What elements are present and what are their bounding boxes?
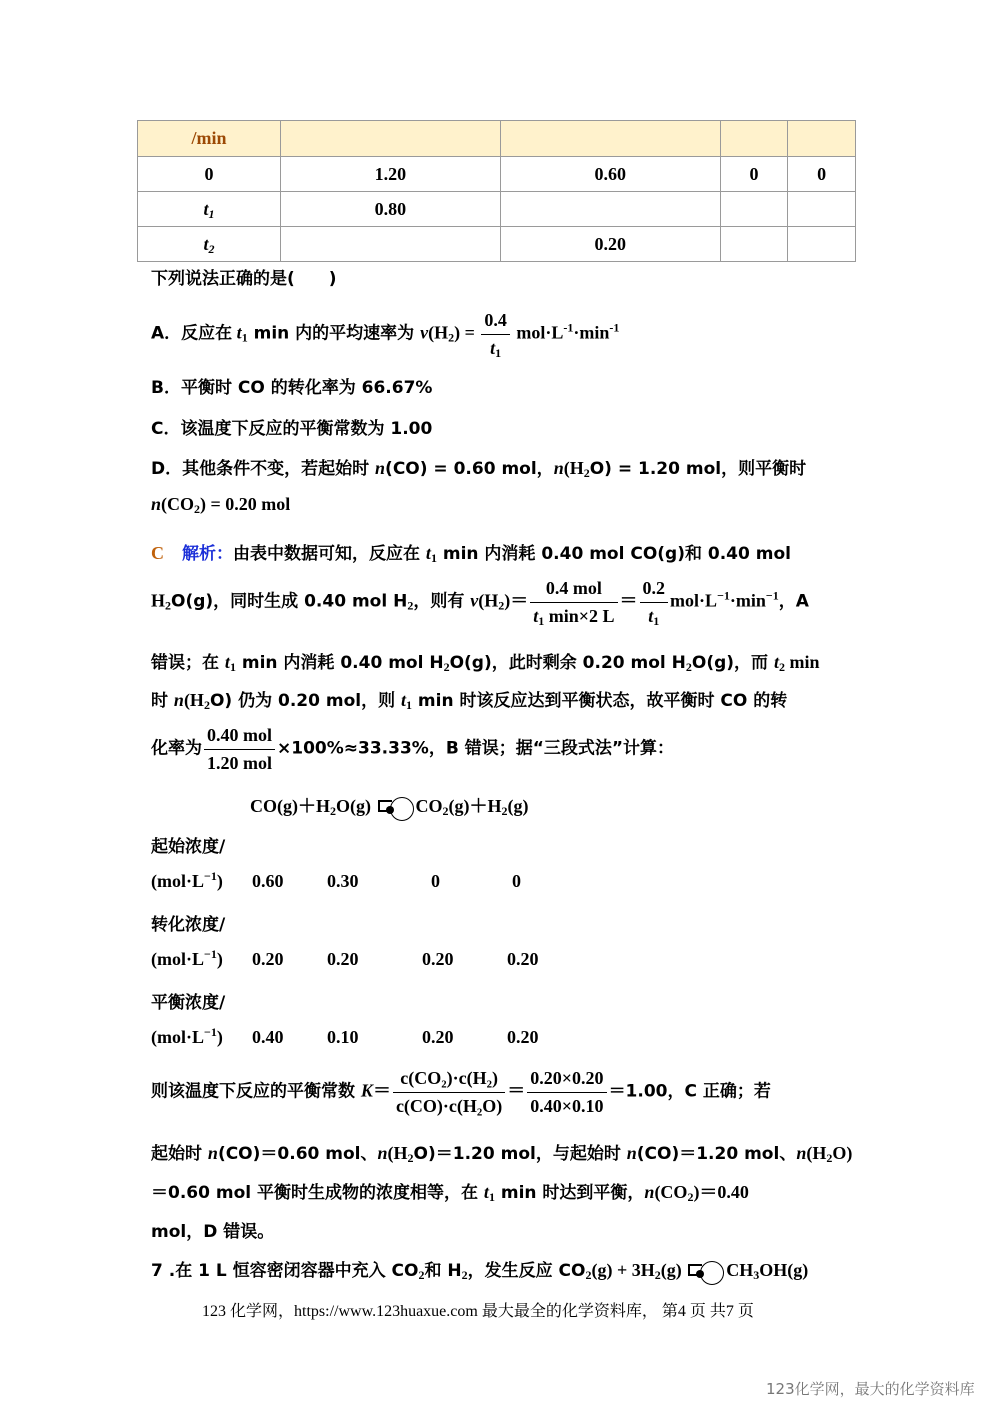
subscript: 2 — [165, 598, 172, 613]
subscript: 1 — [495, 346, 502, 360]
fraction — [530, 578, 617, 627]
text: )＝0.40 — [693, 1182, 749, 1202]
text: ＝0.60 mol 平衡时生成物的浓度相等，在 — [151, 1183, 484, 1203]
unit: mol·L — [516, 322, 564, 343]
equilibrium-constant-line — [151, 1068, 771, 1117]
fraction — [527, 1068, 606, 1117]
fraction — [204, 725, 275, 774]
var-n: n — [377, 1143, 388, 1163]
text: ＝ — [619, 590, 638, 611]
table-cell — [788, 227, 856, 262]
var-t: t — [236, 322, 242, 343]
var-t: t — [483, 1182, 489, 1202]
watermark: 123化学网，最大的化学资料库 — [766, 1380, 975, 1398]
stage-value: 0 — [512, 871, 521, 891]
table-row — [138, 157, 856, 192]
text: ) — [216, 1027, 223, 1047]
superscript: -1 — [563, 320, 574, 335]
stage-value: 0.60 — [252, 871, 284, 891]
option-b: B．平衡时 CO 的转化率为 66.67% — [151, 378, 433, 398]
subscript: 2 — [585, 1268, 592, 1282]
denominator: 0.40×0.10 — [530, 1096, 604, 1116]
numerator: 0.40 mol — [204, 725, 275, 750]
table-cell: 0 — [720, 157, 788, 192]
subscript: 2 — [498, 598, 505, 613]
unit: mol·L — [670, 590, 718, 611]
subscript: 2 — [685, 660, 692, 674]
text: (H — [428, 322, 449, 343]
numerator: 0.2 — [640, 578, 669, 603]
analysis-line-8 — [151, 1178, 749, 1204]
text: 由表中数据可知，反应在 — [233, 544, 426, 564]
next-question — [151, 1256, 808, 1283]
table-cell-time — [138, 227, 281, 262]
stage-value: 0.20 — [327, 949, 359, 969]
table-cell: 0 — [788, 157, 856, 192]
stage-row — [151, 949, 223, 970]
time-subscript: 2 — [208, 241, 215, 256]
stage-value: 0.20 — [507, 949, 539, 969]
subscript: 2 — [203, 698, 210, 712]
var-t: t — [533, 606, 539, 626]
table-cell — [720, 192, 788, 227]
text: ＝ — [507, 1080, 526, 1101]
var-n: n — [151, 494, 162, 514]
fraction — [640, 578, 669, 627]
text: CO — [415, 796, 443, 816]
fraction — [393, 1068, 505, 1117]
text: (H — [387, 1143, 408, 1163]
superscript: −1 — [204, 947, 217, 961]
text: min — [784, 652, 820, 672]
subscript: 1 — [653, 614, 660, 628]
subscript: 2 — [442, 804, 449, 818]
subscript: 2 — [687, 1190, 694, 1204]
text: (CO)＝0.60 mol、 — [217, 1144, 378, 1164]
analysis-line-5 — [151, 725, 674, 774]
answer-letter: C — [151, 543, 164, 563]
text: 化率为 — [151, 738, 202, 759]
text: (g) — [660, 1260, 682, 1280]
analysis-line-1 — [151, 539, 791, 564]
stage-row — [151, 1027, 223, 1048]
subscript: 2 — [448, 330, 455, 345]
fraction — [481, 310, 510, 359]
text: 错误；在 — [151, 653, 225, 673]
text: O(g)，同时生成 0.40 mol H — [171, 591, 408, 612]
text: 和 H — [424, 1261, 462, 1281]
header-cell — [281, 121, 501, 157]
text: (g) — [507, 796, 529, 816]
text: O(g) — [336, 796, 371, 816]
analysis-line-3 — [151, 648, 820, 673]
denominator — [481, 335, 510, 359]
text: min 内消耗 0.40 mol H — [235, 653, 444, 673]
subscript: 1 — [538, 614, 545, 628]
table-cell: 1.20 — [281, 157, 501, 192]
time-symbol: t — [203, 198, 209, 219]
denominator — [530, 603, 617, 627]
var-n: n — [207, 1143, 218, 1163]
superscript: −1 — [204, 1025, 217, 1039]
subscript: 2 — [407, 598, 414, 613]
text: O)＝1.20 mol，与起始时 — [413, 1144, 627, 1164]
superscript: −1 — [765, 588, 779, 603]
text: ×100%≈33.33%，B 错误；据“三段式法”计算： — [277, 738, 675, 759]
table-cell — [281, 227, 501, 262]
superscript: -1 — [609, 320, 620, 335]
stage-value: 0.10 — [327, 1027, 359, 1047]
var-t: t — [490, 338, 496, 358]
subscript: 2 — [443, 660, 450, 674]
var-n: n — [375, 458, 386, 478]
stage-value: 0.20 — [422, 949, 454, 969]
text: 则该温度下反应的平衡常数 — [151, 1081, 361, 1102]
text: (H — [563, 458, 584, 478]
stage-value: 0 — [431, 871, 440, 891]
option-c: C．该温度下反应的平衡常数为 1.00 — [151, 419, 433, 439]
text: (g)＋H — [448, 796, 502, 816]
denominator: c(CO)·c(H₂O) — [395, 1096, 503, 1116]
text: ) — [216, 871, 223, 891]
table-header-row — [138, 121, 856, 157]
header-cell — [720, 121, 788, 157]
subscript: 2 — [583, 466, 590, 480]
var-t: t — [224, 652, 230, 672]
option-d — [151, 454, 806, 479]
var-t: t — [425, 543, 431, 563]
unit: ·min — [573, 322, 610, 343]
text: ) = — [454, 322, 480, 343]
subscript: 2 — [778, 660, 785, 674]
stage-value: 0.30 — [327, 871, 359, 891]
text: (g) + 3H — [591, 1260, 655, 1280]
text: min 内消耗 0.40 mol CO(g)和 0.40 mol — [436, 544, 791, 564]
subscript: 2 — [407, 1151, 414, 1165]
denominator: 1.20 mol — [207, 753, 272, 773]
var-v: v — [420, 322, 429, 343]
unit: (mol·L — [151, 949, 204, 969]
subscript: 1 — [229, 660, 236, 674]
text: OH(g) — [759, 1260, 809, 1280]
superscript: −1 — [204, 869, 217, 883]
var-n: n — [173, 690, 184, 710]
text: ) = 0.20 mol — [200, 494, 291, 514]
table-cell-time — [138, 192, 281, 227]
text: (H — [478, 590, 499, 611]
numerator: 0.20×0.20 — [527, 1068, 606, 1093]
analysis-label: 解析： — [182, 544, 233, 564]
data-table — [137, 120, 856, 262]
text: O) = 1.20 mol，则平衡时 — [589, 459, 807, 479]
table-cell: 0.80 — [281, 192, 501, 227]
subscript: 2 — [826, 1151, 833, 1165]
text: 时 — [151, 691, 174, 711]
text: O(g)，而 — [691, 653, 774, 673]
var-t: t — [648, 606, 654, 626]
numerator: c(CO₂)·c(H₂) — [393, 1068, 505, 1093]
stage-label: 平衡浓度/ — [151, 993, 226, 1013]
table-cell — [720, 227, 788, 262]
text: (CO)＝1.20 mol、 — [636, 1144, 797, 1164]
stage-value: 0.20 — [422, 1027, 454, 1047]
subscript: 2 — [501, 804, 508, 818]
denominator — [640, 603, 669, 627]
text: )＝ — [504, 590, 529, 611]
subscript: 3 — [753, 1268, 760, 1282]
text: min 时该反应达到平衡状态，故平衡时 CO 的转 — [412, 691, 788, 711]
header-cell — [500, 121, 720, 157]
stage-label: 起始浓度/ — [151, 837, 226, 857]
text: min×2 L — [544, 606, 615, 626]
table-cell — [788, 192, 856, 227]
reaction-equation — [250, 792, 529, 819]
stage-label: 转化浓度/ — [151, 915, 226, 935]
analysis-line-9: mol，D 错误。 — [151, 1222, 275, 1242]
subscript: 2 — [461, 1268, 468, 1282]
text: (H — [183, 690, 204, 710]
table-row — [138, 227, 856, 262]
text: (CO — [654, 1182, 688, 1202]
var-n: n — [796, 1143, 807, 1163]
text: CO(g)＋H — [250, 796, 330, 816]
option-a-text: A．反应在 — [151, 323, 233, 344]
subscript: 1 — [241, 330, 248, 345]
table-cell: 0.20 — [500, 227, 720, 262]
subscript: 2 — [654, 1268, 661, 1282]
text: O) — [832, 1143, 853, 1163]
numerator: 0.4 — [481, 310, 510, 335]
text: 7 .在 1 L 恒容密闭容器中充入 CO — [151, 1261, 419, 1281]
var-v: v — [470, 590, 479, 611]
text: 起始时 — [151, 1144, 208, 1164]
var-k: K — [360, 1080, 373, 1101]
question-stem: 下列说法正确的是( ) — [151, 269, 337, 289]
superscript: −1 — [717, 588, 730, 603]
table-row — [138, 192, 856, 227]
stage-row — [151, 871, 223, 892]
page-footer: 123 化学网，https://www.123huaxue.com 最大最全的化学资料库， 第4 页 共7 页 — [202, 1303, 754, 1320]
subscript: 2 — [194, 502, 201, 516]
equilibrium-arrow-icon — [686, 1261, 726, 1283]
text: (H — [806, 1143, 827, 1163]
subscript: 2 — [330, 804, 336, 818]
text: min 时达到平衡， — [494, 1183, 645, 1203]
header-cell: /min — [138, 121, 281, 157]
numerator: 0.4 mol — [530, 578, 617, 603]
text: ＝ — [372, 1080, 391, 1101]
time-subscript: 1 — [208, 206, 215, 221]
text: (CO — [161, 494, 195, 514]
analysis-line-7 — [151, 1139, 852, 1164]
text: D．其他条件不变，若起始时 — [151, 459, 376, 479]
option-a — [151, 310, 619, 359]
unit: (mol·L — [151, 1027, 204, 1047]
text: O(g)，此时剩余 0.20 mol H — [449, 653, 686, 673]
subscript: 2 — [418, 1268, 425, 1282]
var-n: n — [553, 458, 564, 478]
unit: ·min — [729, 590, 766, 611]
table-cell: 0.60 — [500, 157, 720, 192]
subscript: 1 — [406, 698, 413, 712]
subscript: 1 — [430, 551, 437, 565]
stage-value: 0.20 — [507, 1027, 539, 1047]
text: ，发生反应 CO — [467, 1261, 586, 1281]
text: ) — [216, 949, 223, 969]
option-d-line2 — [151, 494, 290, 515]
header-cell — [788, 121, 856, 157]
time-symbol: t — [203, 233, 209, 254]
table-cell — [500, 192, 720, 227]
stage-value: 0.40 — [252, 1027, 284, 1047]
text: O) 仍为 0.20 mol，则 — [209, 691, 401, 711]
stage-value: 0.20 — [252, 949, 284, 969]
table-cell: 0 — [138, 157, 281, 192]
option-a-mid: min 内的平均速率为 — [247, 323, 421, 344]
var-t: t — [773, 652, 779, 672]
equilibrium-arrow-icon — [376, 797, 416, 819]
var-n: n — [626, 1143, 637, 1163]
unit: (mol·L — [151, 871, 204, 891]
text: ＝1.00，C 正确；若 — [608, 1081, 771, 1102]
text: H — [151, 590, 166, 611]
text: ，A — [778, 591, 809, 612]
var-n: n — [644, 1182, 655, 1202]
text: (CO) = 0.60 mol， — [385, 459, 554, 479]
analysis-line-2 — [151, 578, 809, 627]
subscript: 1 — [488, 1190, 495, 1204]
analysis-line-4 — [151, 686, 787, 711]
var-t: t — [401, 690, 407, 710]
text: ，则有 — [413, 591, 471, 612]
text: CH — [726, 1260, 754, 1280]
